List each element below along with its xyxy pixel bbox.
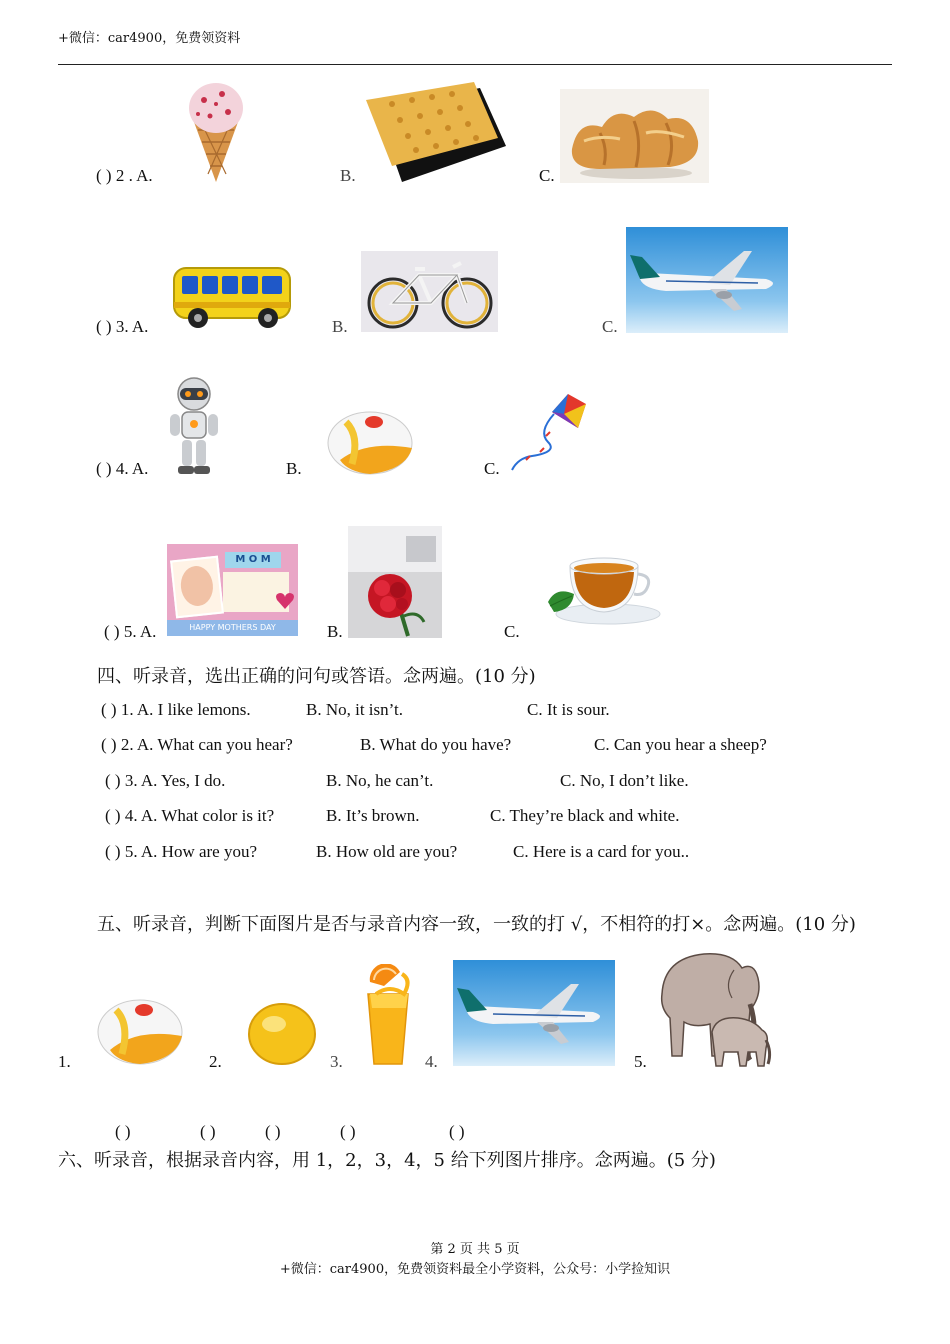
beach-ball-image <box>326 410 414 476</box>
header-rule <box>58 64 892 65</box>
tea-cup-image <box>546 550 662 626</box>
robot-image <box>166 376 222 476</box>
header-text: +微信：car4900，免费领资料 <box>58 31 241 46</box>
part5-blank-2[interactable]: ( ) <box>200 1122 216 1141</box>
airplane-image <box>626 227 788 333</box>
mothers-day-card-image <box>167 544 298 636</box>
part4-item-2-a: ( ) 2. A. What can you hear? <box>101 735 293 754</box>
card-title: M O M <box>225 552 281 568</box>
part4-item-4-b: B. It’s brown. <box>326 806 420 825</box>
q3-number: ( ) 3. A. <box>96 317 149 336</box>
card-photo <box>170 556 224 619</box>
q5-option-b: B. <box>327 622 343 641</box>
part6-title: 六、听录音，根据录音内容，用 1，2，3，4，5 给下列图片排序。念两遍。(5 分) <box>58 1150 716 1171</box>
part5-label-3: 3. <box>330 1052 343 1071</box>
q5-number: ( ) 5. A. <box>104 622 157 641</box>
orange-juice-image <box>360 964 418 1068</box>
card-banner: HAPPY MOTHERS DAY <box>167 620 298 636</box>
cookie-image <box>362 80 508 184</box>
part4-item-5-a: ( ) 5. A. How are you? <box>105 842 258 861</box>
footer-note: +微信：car4900，免费领资料最全小学资料，公众号：小学捡知识 <box>279 1262 671 1277</box>
part4-item-4-a: ( ) 4. A. What color is it? <box>105 806 275 825</box>
part4-item-3-b: B. No, he can’t. <box>326 771 434 790</box>
kite-image <box>508 392 588 472</box>
part4-item-5-c: C. Here is a card for you.. <box>513 842 690 861</box>
part5-airplane-image <box>453 960 615 1066</box>
part4-title: 四、听录音，选出正确的问句或答语。念两遍。(10 分) <box>97 666 536 687</box>
q5-option-c: C. <box>504 622 520 641</box>
part4-item-5-b: B. How old are you? <box>316 842 458 861</box>
q2-number: ( ) 2 . A. <box>96 166 153 185</box>
part5-label-5: 5. <box>634 1052 647 1071</box>
q4-option-b: B. <box>286 459 302 478</box>
carnation-image <box>348 526 442 638</box>
part5-blank-1[interactable]: ( ) <box>115 1122 131 1141</box>
part5-blank-3[interactable]: ( ) <box>265 1122 281 1141</box>
part5-blank-5[interactable]: ( ) <box>449 1122 465 1141</box>
elephants-image <box>654 944 774 1068</box>
q2-option-c: C. <box>539 166 555 185</box>
bus-image <box>170 262 294 332</box>
heart-icon <box>275 592 295 610</box>
part4-item-1-b: B. No, it isn’t. <box>306 700 403 719</box>
q2-option-b: B. <box>340 166 356 185</box>
footer-page-number: 第 2 页 共 5 页 <box>430 1242 520 1257</box>
bicycle-image <box>361 251 498 332</box>
ice-cream-image <box>182 78 250 184</box>
q4-number: ( ) 4. A. <box>96 459 149 478</box>
part5-label-1: 1. <box>58 1052 71 1071</box>
part4-item-4-c: C. They’re black and white. <box>490 806 680 825</box>
part4-item-2-c: C. Can you hear a sheep? <box>594 735 767 754</box>
lemon-image <box>246 1000 318 1066</box>
part5-label-4: 4. <box>425 1052 438 1071</box>
part5-beach-ball-image <box>96 998 184 1066</box>
part4-item-3-a: ( ) 3. A. Yes, I do. <box>105 771 226 790</box>
part4-item-3-c: C. No, I don’t like. <box>560 771 689 790</box>
part4-item-2-b: B. What do you have? <box>360 735 512 754</box>
part4-item-1-a: ( ) 1. A. I like lemons. <box>101 700 251 719</box>
part5-label-2: 2. <box>209 1052 222 1071</box>
bread-image <box>560 89 709 183</box>
part5-blank-4[interactable]: ( ) <box>340 1122 356 1141</box>
part4-item-1-c: C. It is sour. <box>527 700 610 719</box>
q3-option-c: C. <box>602 317 618 336</box>
q4-option-c: C. <box>484 459 500 478</box>
part5-title: 五、听录音，判断下面图片是否与录音内容一致，一致的打 √，不相符的打×。念两遍。(10 分) <box>97 914 856 935</box>
q3-option-b: B. <box>332 317 348 336</box>
